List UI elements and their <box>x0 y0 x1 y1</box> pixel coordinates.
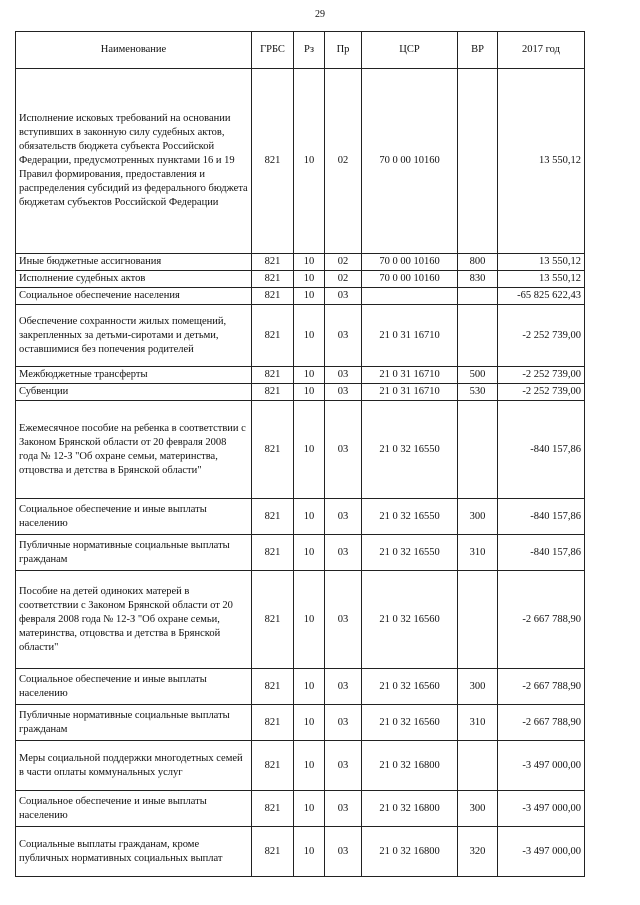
row-name: Социальное обеспечение и иные выплаты населению <box>16 499 252 535</box>
row-amount: -2 252 739,00 <box>498 384 585 401</box>
row-amount: 13 550,12 <box>498 254 585 271</box>
row-name: Социальное обеспечение населения <box>16 288 252 305</box>
row-rz: 10 <box>294 367 325 384</box>
row-vr <box>458 741 498 791</box>
row-vr: 530 <box>458 384 498 401</box>
row-csr: 21 0 31 16710 <box>362 305 458 367</box>
row-vr: 800 <box>458 254 498 271</box>
row-csr: 21 0 32 16550 <box>362 535 458 571</box>
row-pr: 03 <box>325 499 362 535</box>
page-number: 29 <box>315 9 325 20</box>
row-pr: 03 <box>325 367 362 384</box>
table-row <box>16 367 585 384</box>
row-amount: -840 157,86 <box>498 401 585 499</box>
row-pr: 03 <box>325 791 362 827</box>
row-grbs: 821 <box>252 69 294 254</box>
row-amount: -2 252 739,00 <box>498 305 585 367</box>
row-amount: 13 550,12 <box>498 271 585 288</box>
row-vr: 310 <box>458 535 498 571</box>
row-grbs: 821 <box>252 705 294 741</box>
row-name: Социальные выплаты гражданам, кроме публичных нормативных социальных выплат <box>16 827 252 877</box>
table-row <box>16 384 585 401</box>
row-amount: -2 252 739,00 <box>498 367 585 384</box>
row-name: Социальное обеспечение и иные выплаты населению <box>16 669 252 705</box>
row-vr: 310 <box>458 705 498 741</box>
table-row <box>16 305 585 367</box>
row-grbs: 821 <box>252 535 294 571</box>
row-name: Субвенции <box>16 384 252 401</box>
header-year: 2017 год <box>498 32 585 69</box>
row-amount: 13 550,12 <box>498 69 585 254</box>
row-rz: 10 <box>294 571 325 669</box>
row-rz: 10 <box>294 305 325 367</box>
row-pr: 03 <box>325 571 362 669</box>
row-rz: 10 <box>294 271 325 288</box>
row-rz: 10 <box>294 741 325 791</box>
row-amount: -2 667 788,90 <box>498 705 585 741</box>
row-amount: -2 667 788,90 <box>498 571 585 669</box>
row-csr: 21 0 32 16550 <box>362 499 458 535</box>
table-header-row <box>16 32 585 69</box>
row-csr: 70 0 00 10160 <box>362 271 458 288</box>
table-row <box>16 827 585 877</box>
row-csr: 70 0 00 10160 <box>362 254 458 271</box>
row-amount: -840 157,86 <box>498 535 585 571</box>
row-rz: 10 <box>294 401 325 499</box>
table-row <box>16 499 585 535</box>
row-amount: -840 157,86 <box>498 499 585 535</box>
row-grbs: 821 <box>252 271 294 288</box>
row-vr <box>458 305 498 367</box>
row-csr: 21 0 32 16800 <box>362 791 458 827</box>
row-rz: 10 <box>294 791 325 827</box>
budget-table <box>15 31 585 877</box>
row-vr <box>458 571 498 669</box>
row-rz: 10 <box>294 499 325 535</box>
row-amount: -3 497 000,00 <box>498 827 585 877</box>
table-row <box>16 705 585 741</box>
row-csr: 70 0 00 10160 <box>362 69 458 254</box>
row-csr: 21 0 32 16800 <box>362 741 458 791</box>
table-row <box>16 741 585 791</box>
row-name: Иные бюджетные ассигнования <box>16 254 252 271</box>
row-name: Пособие на детей одиноких матерей в соответствии с Законом Брянской области от 20 февраля 2008 года № 12-З "Об охране семьи, материнства, отцовства и детства в Брянской области" <box>16 571 252 669</box>
row-pr: 02 <box>325 271 362 288</box>
row-pr: 03 <box>325 705 362 741</box>
row-csr: 21 0 32 16560 <box>362 669 458 705</box>
header-grbs: ГРБС <box>252 32 294 69</box>
row-vr: 500 <box>458 367 498 384</box>
row-pr: 03 <box>325 827 362 877</box>
header-pr: Пр <box>325 32 362 69</box>
row-grbs: 821 <box>252 305 294 367</box>
row-pr: 03 <box>325 305 362 367</box>
row-amount: -65 825 622,43 <box>498 288 585 305</box>
row-rz: 10 <box>294 535 325 571</box>
row-grbs: 821 <box>252 827 294 877</box>
row-pr: 03 <box>325 669 362 705</box>
row-name: Публичные нормативные социальные выплаты гражданам <box>16 705 252 741</box>
row-csr: 21 0 32 16800 <box>362 827 458 877</box>
row-rz: 10 <box>294 705 325 741</box>
row-name: Обеспечение сохранности жилых помещений, закрепленных за детьми-сиротами и детьми, оставшимися без попечения родителей <box>16 305 252 367</box>
row-pr: 03 <box>325 535 362 571</box>
header-vr: ВР <box>458 32 498 69</box>
row-vr <box>458 401 498 499</box>
row-rz: 10 <box>294 384 325 401</box>
table-row <box>16 571 585 669</box>
row-rz: 10 <box>294 827 325 877</box>
row-rz: 10 <box>294 69 325 254</box>
row-amount: -3 497 000,00 <box>498 791 585 827</box>
row-csr: 21 0 31 16710 <box>362 367 458 384</box>
row-grbs: 821 <box>252 288 294 305</box>
table-row <box>16 288 585 305</box>
row-vr: 300 <box>458 669 498 705</box>
row-grbs: 821 <box>252 791 294 827</box>
header-csr: ЦСР <box>362 32 458 69</box>
table-row <box>16 401 585 499</box>
row-pr: 02 <box>325 69 362 254</box>
row-grbs: 821 <box>252 741 294 791</box>
table-row <box>16 254 585 271</box>
row-csr: 21 0 32 16550 <box>362 401 458 499</box>
row-pr: 03 <box>325 741 362 791</box>
table-row <box>16 669 585 705</box>
row-grbs: 821 <box>252 499 294 535</box>
row-csr: 21 0 32 16560 <box>362 705 458 741</box>
row-pr: 03 <box>325 384 362 401</box>
row-name: Меры социальной поддержки многодетных семей в части оплаты коммунальных услуг <box>16 741 252 791</box>
row-csr <box>362 288 458 305</box>
row-grbs: 821 <box>252 367 294 384</box>
row-name: Ежемесячное пособие на ребенка в соответствии с Законом Брянской области от 20 февраля 2008 года № 12-З "Об охране семьи, материнства, отцовства и детства в Брянской области" <box>16 401 252 499</box>
row-grbs: 821 <box>252 384 294 401</box>
row-name: Публичные нормативные социальные выплаты гражданам <box>16 535 252 571</box>
row-rz: 10 <box>294 254 325 271</box>
row-name: Исполнение судебных актов <box>16 271 252 288</box>
table-row <box>16 271 585 288</box>
row-vr <box>458 288 498 305</box>
row-pr: 02 <box>325 254 362 271</box>
row-vr: 830 <box>458 271 498 288</box>
row-grbs: 821 <box>252 254 294 271</box>
row-pr: 03 <box>325 288 362 305</box>
row-name: Межбюджетные трансферты <box>16 367 252 384</box>
row-vr: 300 <box>458 791 498 827</box>
row-amount: -3 497 000,00 <box>498 741 585 791</box>
row-grbs: 821 <box>252 401 294 499</box>
header-rz: Рз <box>294 32 325 69</box>
row-pr: 03 <box>325 401 362 499</box>
row-vr: 300 <box>458 499 498 535</box>
row-name: Социальное обеспечение и иные выплаты населению <box>16 791 252 827</box>
table-row <box>16 69 585 254</box>
row-name: Исполнение исковых требований на основании вступивших в законную силу судебных актов, обязательств бюджета субъекта Российской Федерации, предусмотренных пунктами 16 и 19 Правил формирования, предоставления и распределения субсидий из федерального бюджета бюджетам субъектов Российской Федерации <box>16 69 252 254</box>
table-row <box>16 535 585 571</box>
row-rz: 10 <box>294 288 325 305</box>
row-rz: 10 <box>294 669 325 705</box>
table-row <box>16 791 585 827</box>
row-grbs: 821 <box>252 669 294 705</box>
row-vr: 320 <box>458 827 498 877</box>
row-amount: -2 667 788,90 <box>498 669 585 705</box>
row-grbs: 821 <box>252 571 294 669</box>
row-csr: 21 0 32 16560 <box>362 571 458 669</box>
row-csr: 21 0 31 16710 <box>362 384 458 401</box>
header-name: Наименование <box>16 32 252 69</box>
row-vr <box>458 69 498 254</box>
